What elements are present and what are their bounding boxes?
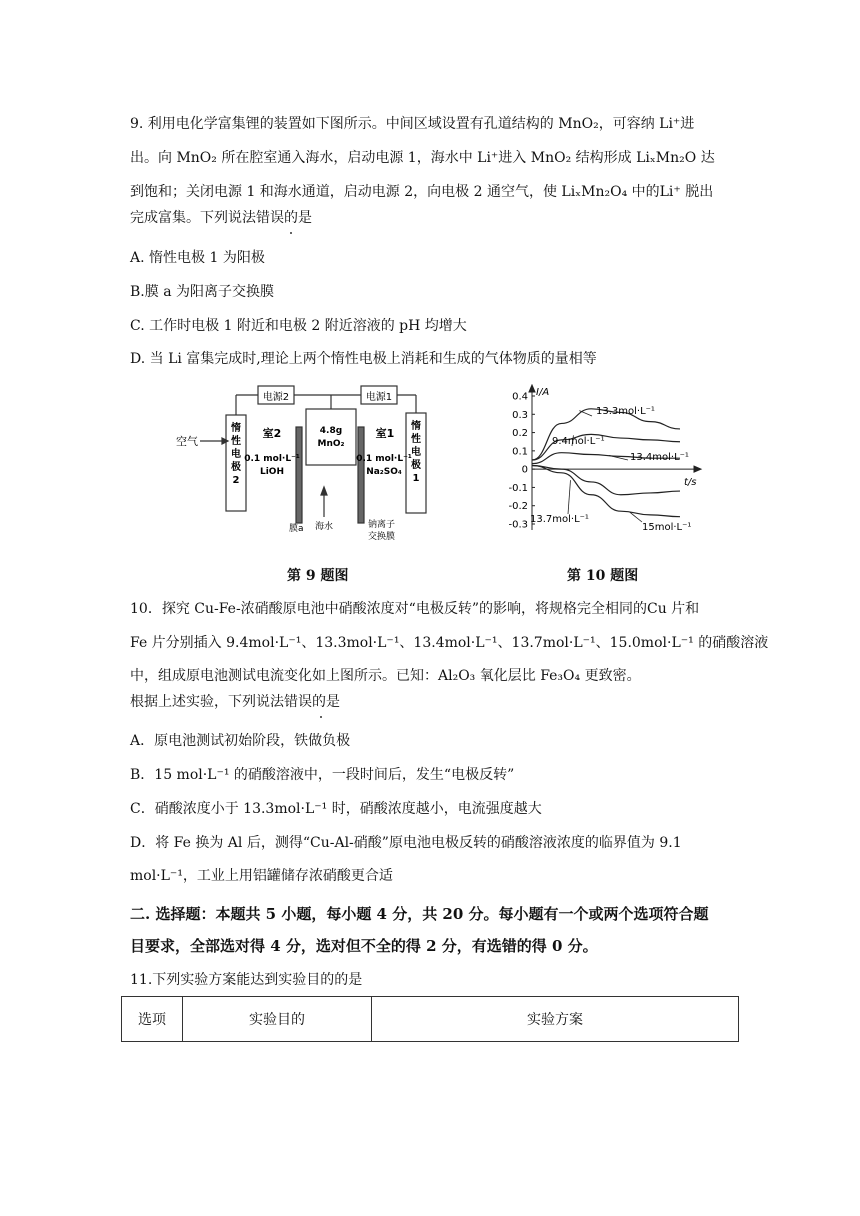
table-header-plan: 实验方案	[372, 997, 739, 1042]
series-line	[532, 465, 680, 494]
fig10-chart	[496, 384, 706, 542]
section2-heading-line-1: 二. 选择题：本题共 5 小题，每小题 4 分，共 20 分。每小题有一个或两个选项符合题	[130, 905, 709, 923]
na-membrane-label-1: 钠离子	[368, 520, 396, 530]
q10-stem-line-2: Fe 片分别插入 9.4mol·L⁻¹、13.3mol·L⁻¹、13.4mol·L⁻¹、13.7mol·L⁻¹、15.0mol·L⁻¹ 的硝酸溶液	[130, 635, 769, 651]
y-tick-label: -0.3	[508, 519, 528, 531]
q10-option-d-cont: mol·L⁻¹，工业上用铝罐储存浓硝酸更合适	[130, 868, 393, 884]
emphasis-dot	[320, 716, 322, 718]
na-membrane-label-2: 交换膜	[368, 532, 396, 542]
power1-label: 电源1	[365, 392, 393, 403]
series-label: 9.4mol·L⁻¹	[552, 436, 605, 447]
y-tick-label: 0.1	[512, 446, 528, 458]
electrode2-char-4: 极	[231, 462, 241, 473]
q11-table	[121, 996, 739, 1042]
q10-stem-line-3: 中，组成原电池测试电流变化如上图所示。已知：Al₂O₃ 氧化层比 Fe₃O₄ 更致密。	[130, 668, 641, 684]
q11-stem: 11.下列实验方案能达到实验目的的是	[130, 972, 363, 988]
series-leader-line	[568, 480, 570, 514]
series-label: 13.3mol·L⁻¹	[596, 406, 655, 417]
q9-option-c: C. 工作时电极 1 附近和电极 2 附近溶液的 pH 均增大	[130, 318, 467, 334]
emphasis-dot	[290, 232, 292, 234]
table-header-purpose: 实验目的	[183, 997, 372, 1042]
electrode1-char-3: 电	[411, 447, 421, 458]
fig9-device-diagram	[176, 381, 436, 545]
fig9-caption: 第 9 题图	[287, 568, 349, 584]
y-axis-label: I/A	[536, 387, 550, 398]
power2-label: 电源2	[262, 392, 290, 403]
q9-stem-line-1: 9. 利用电化学富集锂的装置如下图所示。中间区域设置有孔道结构的 MnO₂，可容纳 Li⁺进	[130, 116, 695, 132]
series-label: 15mol·L⁻¹	[642, 522, 692, 533]
q9-option-d: D. 当 Li 富集完成时,理论上两个惰性电极上消耗和生成的气体物质的量相等	[130, 351, 597, 367]
table-header-option: 选项	[122, 997, 183, 1042]
mno2-label: MnO₂	[317, 439, 345, 449]
q10-stem-line-4: 根据上述实验，下列说法错误的是	[130, 694, 340, 710]
series-label: 13.4mol·L⁻¹	[630, 452, 689, 463]
q9-stem-line-4: 完成富集。下列说法错误的是	[130, 210, 312, 226]
q10-option-d: D．将 Fe 换为 Al 后，测得“Cu-Al-硝酸”原电池电极反转的硝酸溶液浓度的临界值为 9.1	[130, 835, 682, 851]
room1-concentration: 0.1 mol·L⁻¹	[356, 454, 412, 464]
electrode1-char-4: 极	[411, 460, 421, 471]
y-tick-label: 0.2	[512, 428, 528, 440]
q9-option-a: A. 惰性电极 1 为阳极	[130, 250, 265, 266]
electrode1-char-2: 性	[411, 434, 421, 445]
section2-heading-line-2: 目要求，全部选对得 4 分，选对但不全的得 2 分，有选错的得 0 分。	[130, 937, 598, 955]
room1-label: 室1	[375, 427, 395, 440]
room2-concentration: 0.1 mol·L⁻¹	[244, 454, 300, 464]
electrode2-char-5: 2	[232, 475, 240, 486]
series-leader-line	[579, 411, 592, 416]
seawater-label: 海水	[314, 522, 334, 532]
membrane-a-label: 膜a	[289, 524, 304, 534]
y-tick-label: 0.3	[512, 409, 528, 421]
y-tick-label: 0	[521, 464, 528, 476]
electrode1-char-1: 惰	[411, 421, 421, 432]
q9-option-b: B.膜 a 为阳离子交换膜	[130, 284, 274, 300]
electrode2-char-2: 性	[231, 436, 241, 447]
electrode1-char-5: 1	[412, 473, 420, 484]
y-tick-label: -0.2	[508, 501, 528, 513]
series-line	[532, 465, 680, 516]
q10-option-c: C．硝酸浓度小于 13.3mol·L⁻¹ 时，硝酸浓度越小，电流强度越大	[130, 801, 542, 817]
x-axis-label: t/s	[684, 477, 697, 489]
y-axis-arrow	[529, 385, 535, 392]
electrode2-char-1: 惰	[231, 423, 241, 434]
table-header-row	[122, 997, 739, 1042]
electrode2-char-3: 电	[231, 449, 241, 460]
y-tick-label: 0.4	[512, 391, 528, 403]
q9-stem-line-3: 到饱和；关闭电源 1 和海水通道，启动电源 2，向电极 2 通空气，使 LiₓMn₂O₄ 中的Li⁺ 脱出	[130, 184, 714, 200]
q10-option-a: A．原电池测试初始阶段，铁做负极	[130, 733, 351, 749]
x-axis-arrow	[694, 466, 701, 472]
q10-stem-line-1: 10．探究 Cu-Fe-浓硝酸原电池中硝酸浓度对“电极反转”的影响，将规格完全相同的Cu 片和	[130, 601, 700, 617]
series-label: 13.7mol·L⁻¹	[530, 514, 589, 525]
y-tick-label: -0.1	[508, 482, 528, 494]
q10-option-b: B．15 mol·L⁻¹ 的硝酸溶液中，一段时间后，发生“电极反转”	[130, 767, 515, 783]
q9-stem-line-2: 出。向 MnO₂ 所在腔室通入海水，启动电源 1，海水中 Li⁺进入 MnO₂ 结构形成 LiₓMn₂O 达	[130, 150, 715, 166]
air-label: 空气	[176, 435, 198, 448]
room2-solution: LiOH	[259, 467, 285, 477]
fig10-caption: 第 10 题图	[567, 568, 639, 584]
room2-label: 室2	[262, 427, 282, 440]
room1-solution: Na₂SO₄	[366, 467, 402, 477]
mno2-mass: 4.8g	[319, 426, 343, 436]
